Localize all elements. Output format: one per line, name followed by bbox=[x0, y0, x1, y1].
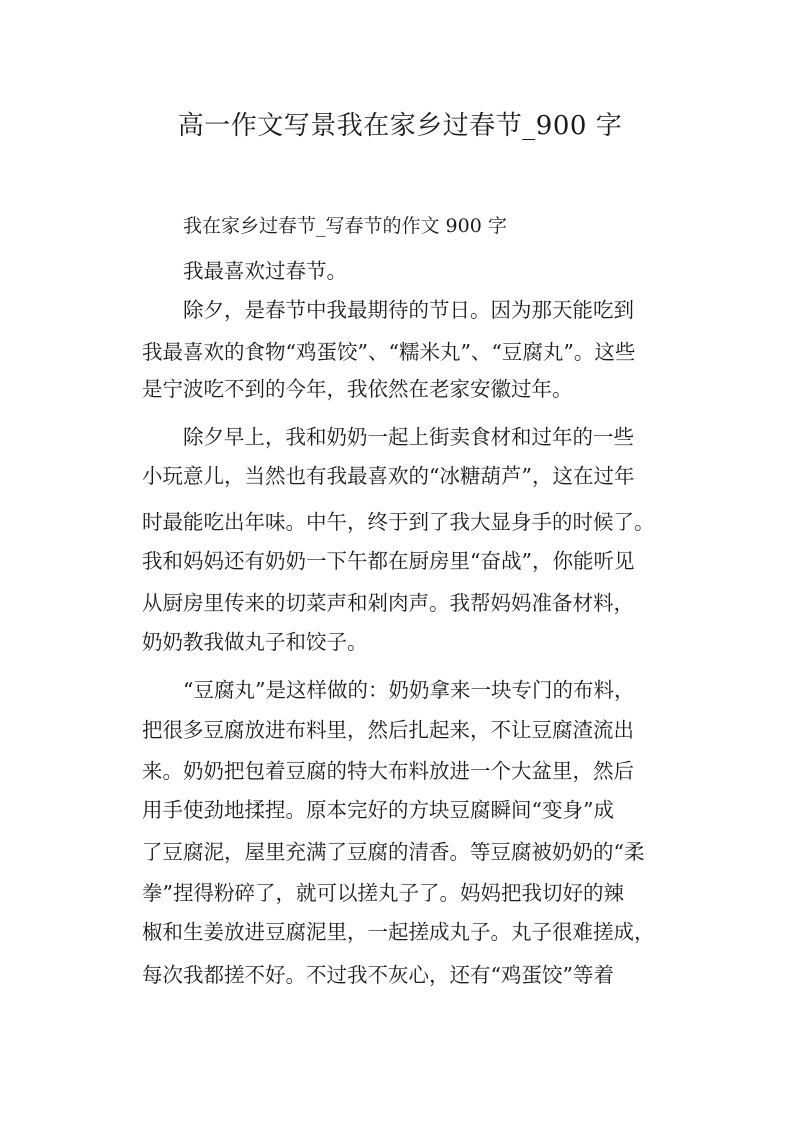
paragraph-line: “豆腐丸”是这样做的：奶奶拿来一块专门的布料， bbox=[183, 678, 635, 702]
paragraph-line: 来。奶奶把包着豆腐的特大布料放进一个大盆里，然后 bbox=[142, 759, 634, 783]
paragraph-line: 我和妈妈还有奶奶一下午都在厨房里“奋战”，你能听见 bbox=[142, 549, 635, 573]
paragraph-line: 了豆腐泥，屋里充满了豆腐的清香。等豆腐被奶奶的“柔 bbox=[142, 840, 645, 864]
paragraph-line: 除夕早上，我和奶奶一起上街卖食材和过年的一些 bbox=[183, 425, 634, 449]
paragraph-line: 我最喜欢的食物“鸡蛋饺”、“糯米丸”、“豆腐丸”。这些 bbox=[142, 340, 636, 364]
paragraph-line: 奶奶教我做丸子和饺子。 bbox=[142, 630, 368, 654]
essay-subtitle: 我在家乡过春节_写春节的作文 900 字 bbox=[183, 215, 507, 237]
paragraph-line: 小玩意儿，当然也有我最喜欢的“冰糖葫芦”，这在过年 bbox=[142, 464, 635, 488]
paragraph-line: 每次我都搓不好。不过我不灰心，还有“鸡蛋饺”等着 bbox=[142, 963, 614, 987]
document-title: 高一作文写景我在家乡过春节_900 字 bbox=[177, 111, 623, 141]
paragraph-line: 把很多豆腐放进布料里，然后扎起来，不让豆腐渣流出 bbox=[142, 718, 634, 742]
paragraph-line: 椒和生姜放进豆腐泥里，一起搓成丸子。丸子很难搓成， bbox=[142, 920, 655, 944]
paragraph-line: 除夕，是春节中我最期待的节日。因为那天能吃到 bbox=[183, 298, 634, 322]
paragraph-line: 我最喜欢过春节。 bbox=[183, 259, 347, 283]
paragraph-line: 从厨房里传来的切菜声和剁肉声。我帮妈妈准备材料， bbox=[142, 591, 634, 615]
paragraph-line: 拳”捏得粉碎了，就可以搓丸子了。妈妈把我切好的辣 bbox=[142, 881, 624, 905]
paragraph-line: 用手使劲地揉捏。原本完好的方块豆腐瞬间“变身”成 bbox=[142, 798, 614, 822]
paragraph-line: 是宁波吃不到的今年，我依然在老家安徽过年。 bbox=[142, 377, 573, 401]
paragraph-line: 时最能吃出年味。中午，终于到了我大显身手的时候了。 bbox=[142, 510, 655, 534]
